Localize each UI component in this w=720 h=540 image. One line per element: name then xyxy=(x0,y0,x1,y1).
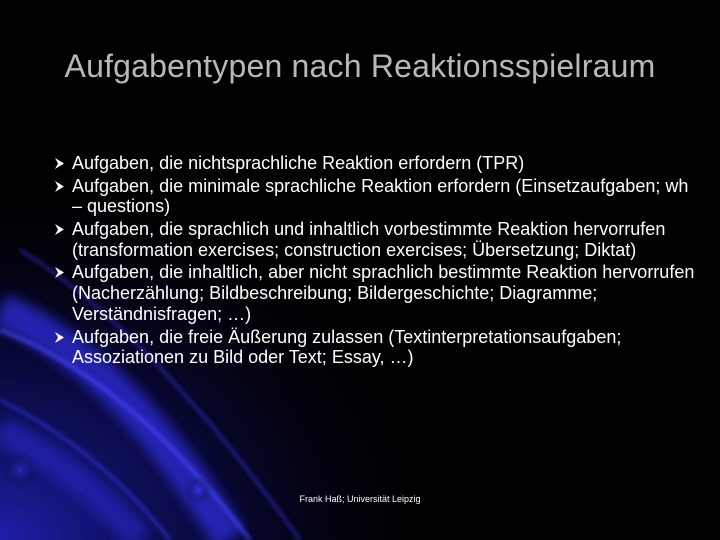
arrowhead-bullet-icon xyxy=(55,267,64,278)
arrowhead-bullet-icon xyxy=(55,181,64,192)
slide-footer: Frank Haß; Universität Leipzig xyxy=(299,494,421,504)
bullet-text: Aufgaben, die inhaltlich, aber nicht sprachlich bestimmte Reaktion hervorrufen (Nacherzählung; Bildbeschreibung; Bildergeschichte; Diagramme; Verständnisfragen; …) xyxy=(72,262,695,324)
bullet-item xyxy=(55,176,695,218)
bullet-item xyxy=(55,262,695,324)
bullet-item xyxy=(55,153,695,174)
arrowhead-bullet-icon xyxy=(55,224,64,235)
bullet-text: Aufgaben, die sprachlich und inhaltlich vorbestimmte Reaktion hervorrufen (transformation exercises; construction exercises; Übersetzung; Diktat) xyxy=(72,218,666,260)
bullet-text: Aufgaben, die freie Äußerung zulassen (Textinterpretationsaufgaben; Assoziationen zu Bild oder Text; Essay, …) xyxy=(72,326,622,368)
bullet-list xyxy=(55,153,695,370)
slide-title: Aufgabentypen nach Reaktionsspielraum xyxy=(64,48,656,84)
bullet-text: Aufgaben, die nichtsprachliche Reaktion erfordern (TPR) xyxy=(72,153,525,173)
arrowhead-bullet-icon xyxy=(55,158,64,169)
bullet-item xyxy=(55,219,695,261)
bullet-item xyxy=(55,327,695,369)
arrowhead-bullet-icon xyxy=(55,332,64,343)
bullet-text: Aufgaben, die minimale sprachliche Reaktion erfordern (Einsetzaufgaben; wh – questions) xyxy=(72,175,689,217)
